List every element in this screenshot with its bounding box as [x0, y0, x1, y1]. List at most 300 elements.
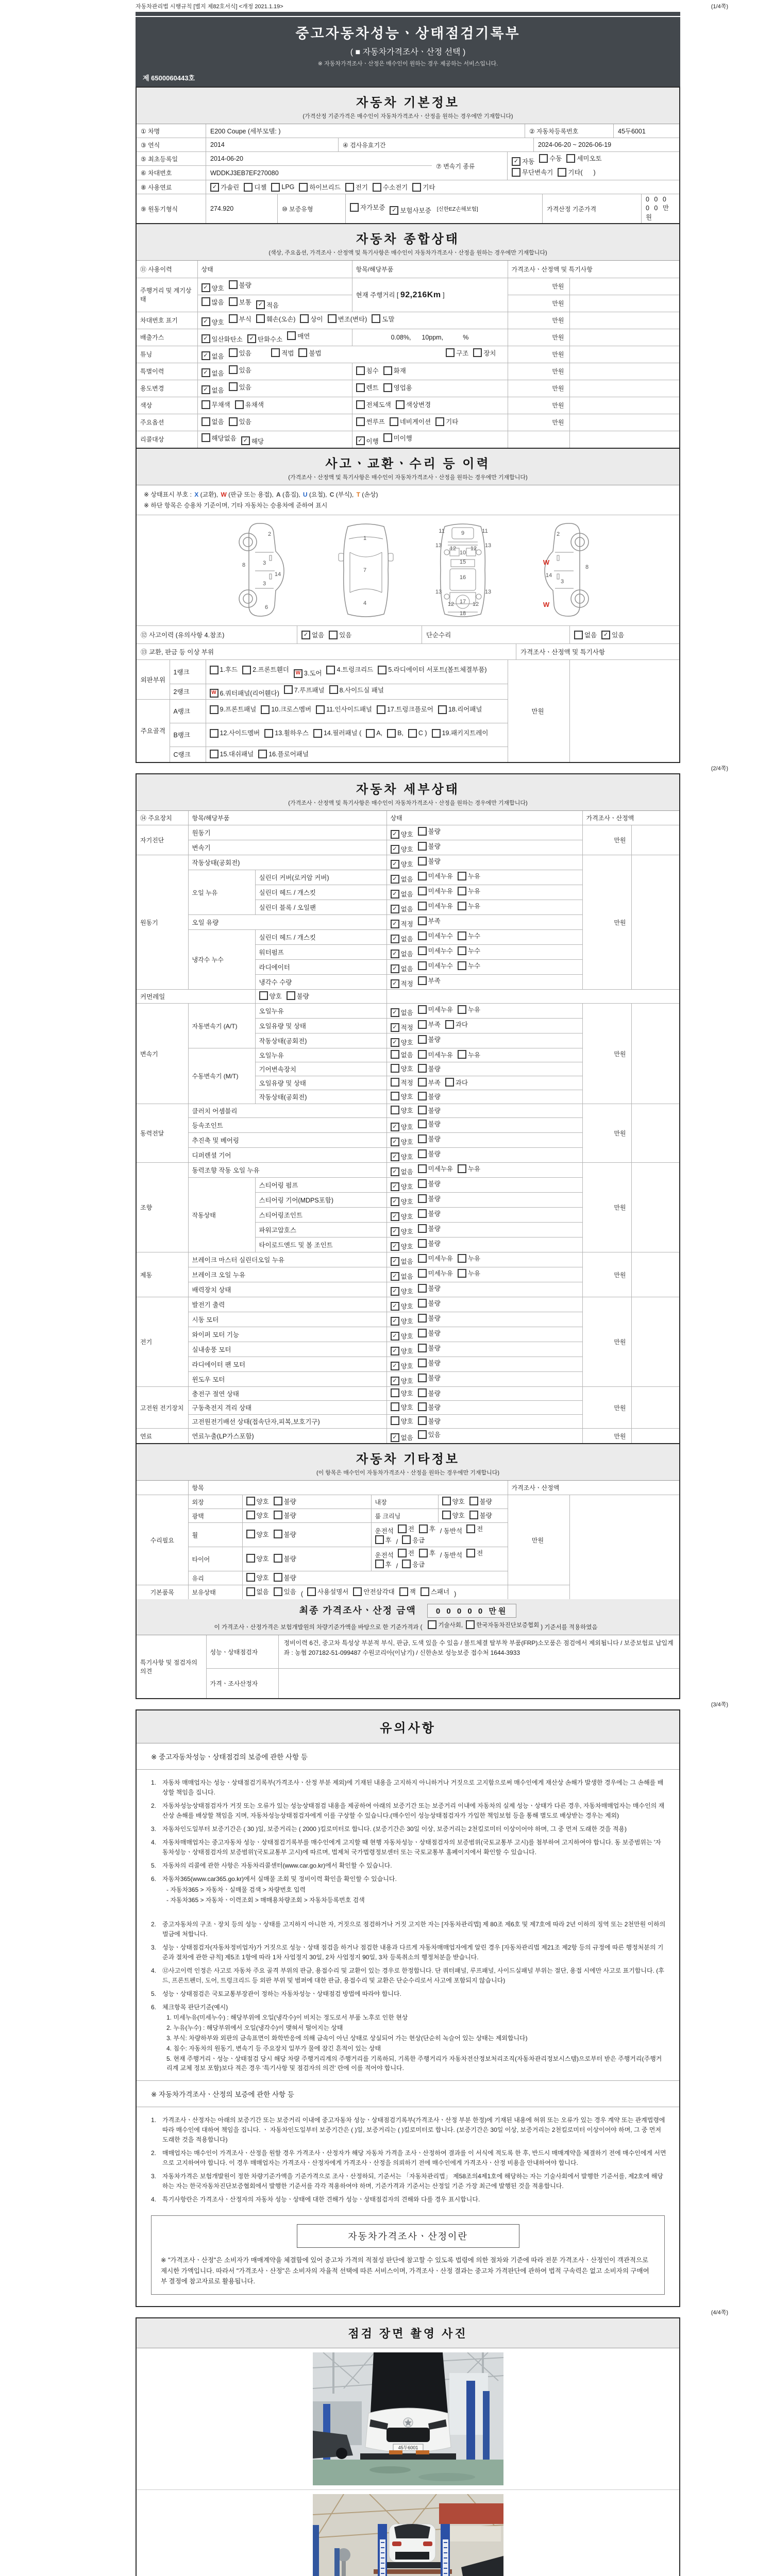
checkbox-불량[interactable]: 불량	[418, 1313, 441, 1323]
checkbox-icon[interactable]	[299, 183, 308, 192]
checkbox-한국자동차진단보증협회[interactable]: 한국자동차진단보증협회	[466, 1620, 539, 1629]
checkbox-icon[interactable]	[418, 1134, 427, 1143]
checkbox-icon[interactable]	[432, 729, 441, 738]
checkbox-icon[interactable]	[377, 705, 385, 714]
checkbox-icon[interactable]: ✓	[391, 1023, 399, 1032]
checkbox-icon[interactable]	[210, 729, 219, 738]
checkbox-없음[interactable]: ✓ 없음	[391, 949, 413, 958]
checkbox-icon[interactable]	[458, 961, 466, 970]
checkbox-icon[interactable]	[466, 1549, 475, 1557]
checkbox-양호[interactable]: 양호	[391, 1388, 413, 1398]
checkbox-없음[interactable]: 없음	[574, 630, 597, 639]
checkbox-icon[interactable]	[412, 183, 421, 192]
checkbox-적정[interactable]: 적정	[391, 1078, 413, 1087]
checkbox-양호[interactable]: ✓ 양호	[391, 1301, 413, 1311]
checkbox-icon[interactable]	[418, 1020, 427, 1029]
checkbox-전체도색[interactable]: 전체도색	[356, 400, 391, 409]
checkbox-icon[interactable]: ✓	[391, 1317, 399, 1326]
checkbox-icon[interactable]	[201, 297, 210, 306]
checkbox-icon[interactable]: ✓	[201, 351, 210, 360]
checkbox-영업용[interactable]: 영업용	[383, 383, 412, 392]
checkbox-있음[interactable]: 있음	[274, 1587, 296, 1596]
checkbox-누유[interactable]: 누유	[458, 1005, 480, 1014]
checkbox-미세누수[interactable]: 미세누수	[418, 931, 453, 940]
checkbox-icon[interactable]	[469, 1511, 478, 1519]
checkbox-icon[interactable]	[210, 705, 219, 714]
checkbox-불량[interactable]: 불량	[274, 1497, 296, 1506]
checkbox-기술사회,[interactable]: 기술사회,	[428, 1620, 463, 1629]
checkbox-있음[interactable]: ✓ 있음	[601, 630, 624, 639]
checkbox-icon[interactable]	[418, 917, 427, 925]
checkbox-icon[interactable]	[418, 1388, 427, 1397]
checkbox-하이브리드[interactable]: 하이브리드	[299, 182, 340, 192]
checkbox-누수[interactable]: 누수	[458, 946, 480, 955]
checkbox-icon[interactable]	[256, 314, 265, 323]
checkbox-icon[interactable]	[418, 1359, 427, 1367]
checkbox-장치[interactable]: 장치	[473, 348, 496, 358]
checkbox-icon[interactable]: ✓	[391, 1212, 399, 1221]
checkbox-양호[interactable]: 양호	[246, 1511, 269, 1520]
checkbox-icon[interactable]	[418, 1430, 427, 1439]
checkbox-수동[interactable]: 수동	[539, 154, 562, 163]
checkbox-icon[interactable]	[378, 666, 386, 674]
checkbox-없음[interactable]: ✓ 없음	[201, 385, 224, 395]
checkbox-양호[interactable]: 양호	[259, 991, 282, 1001]
checkbox-icon[interactable]	[210, 666, 219, 674]
checkbox-전[interactable]: 전	[398, 1548, 414, 1557]
checkbox-icon[interactable]	[391, 1092, 399, 1100]
checkbox-없음[interactable]: ✓ 없음	[391, 1433, 413, 1442]
checkbox-icon[interactable]	[418, 1224, 427, 1233]
checkbox-icon[interactable]	[284, 685, 293, 694]
checkbox-불량[interactable]: 불량	[418, 1179, 441, 1188]
checkbox-icon[interactable]	[345, 183, 354, 192]
checkbox-icon[interactable]	[574, 631, 583, 639]
checkbox-불량[interactable]: 불량	[274, 1573, 296, 1582]
checkbox-icon[interactable]	[372, 314, 380, 323]
checkbox-icon[interactable]	[329, 685, 338, 694]
checkbox-없음[interactable]: ✓ 없음	[391, 934, 413, 943]
checkbox-icon[interactable]: ✓	[512, 157, 520, 166]
checkbox-icon[interactable]	[383, 433, 392, 442]
checkbox-미세누유[interactable]: 미세누유	[418, 1005, 453, 1014]
checkbox-변조(변타)[interactable]: 변조(변타)	[328, 314, 367, 324]
checkbox-icon[interactable]	[229, 314, 238, 323]
checkbox-icon[interactable]	[246, 1573, 255, 1582]
checkbox-불량[interactable]: 불량	[418, 1343, 441, 1352]
checkbox-icon[interactable]	[418, 1106, 427, 1114]
checkbox-미세누유[interactable]: 미세누유	[418, 1253, 453, 1263]
checkbox-icon[interactable]	[473, 348, 482, 357]
checkbox-양호[interactable]: ✓ 양호	[391, 1212, 413, 1221]
checkbox-양호[interactable]: ✓ 양호	[391, 1227, 413, 1236]
checkbox-icon[interactable]	[418, 931, 427, 940]
checkbox-불량[interactable]: 불량	[418, 1119, 441, 1128]
checkbox-icon[interactable]: ✓	[247, 334, 256, 343]
checkbox-양호[interactable]: 양호	[246, 1497, 269, 1506]
checkbox-2.프론트휀더[interactable]: 2.프론트휀더	[242, 664, 289, 676]
checkbox-icon[interactable]	[356, 366, 365, 375]
checkbox-B,[interactable]: B,	[387, 727, 404, 740]
checkbox-18.리어패널[interactable]: 18.리어패널	[438, 703, 482, 716]
checkbox-불량[interactable]: 불량	[469, 1497, 492, 1506]
checkbox-icon[interactable]	[383, 366, 392, 375]
checkbox-적정[interactable]: ✓ 적정	[391, 1023, 413, 1032]
checkbox-해당[interactable]: ✓ 해당	[241, 436, 264, 446]
checkbox-양호[interactable]: ✓ 양호	[391, 1242, 413, 1251]
checkbox-icon[interactable]	[366, 729, 375, 738]
checkbox-icon[interactable]	[418, 872, 427, 880]
checkbox-icon[interactable]	[418, 1239, 427, 1248]
checkbox-기타[interactable]: 기타	[412, 182, 435, 192]
checkbox-icon[interactable]	[558, 168, 566, 177]
checkbox-icon[interactable]	[458, 1050, 466, 1059]
checkbox-13.휠하우스[interactable]: 13.휠하우스	[264, 727, 309, 740]
checkbox-icon[interactable]: ✓	[201, 334, 210, 343]
checkbox-icon[interactable]	[418, 1064, 427, 1073]
checkbox-icon[interactable]	[418, 1209, 427, 1218]
checkbox-있음[interactable]: 있음	[329, 630, 351, 639]
checkbox-icon[interactable]	[246, 1587, 255, 1596]
checkbox-icon[interactable]	[229, 348, 238, 357]
checkbox-icon[interactable]: ✓	[391, 964, 399, 973]
checkbox-적정[interactable]: ✓ 적정	[391, 919, 413, 928]
checkbox-icon[interactable]: ✓	[391, 1242, 399, 1251]
checkbox-icon[interactable]	[229, 382, 238, 391]
checkbox-icon[interactable]	[391, 1106, 399, 1114]
checkbox-양호[interactable]: ✓ 양호	[391, 1361, 413, 1370]
checkbox-icon[interactable]: ✓	[201, 283, 210, 292]
checkbox-icon[interactable]: ✓	[391, 1287, 399, 1296]
checkbox-있음[interactable]: 있음	[229, 365, 251, 375]
checkbox-불량[interactable]: 불량	[274, 1554, 296, 1563]
checkbox-icon[interactable]	[264, 729, 273, 738]
checkbox-icon[interactable]	[442, 1511, 451, 1519]
checkbox-많음[interactable]: 많음	[201, 297, 224, 307]
checkbox-부족[interactable]: 부족	[418, 916, 441, 925]
checkbox-탄화수소[interactable]: ✓ 탄화수소	[247, 334, 282, 344]
checkbox-icon[interactable]: ✓	[391, 1038, 399, 1047]
checkbox-후[interactable]: 후	[419, 1548, 435, 1557]
checkbox-3.도어[interactable]: W 3.도어	[294, 667, 322, 680]
checkbox-불량[interactable]: 불량	[418, 1149, 441, 1158]
checkbox-누유[interactable]: 누유	[458, 901, 480, 910]
checkbox-불량[interactable]: 불량	[418, 1134, 441, 1143]
checkbox-불량[interactable]: 불량	[418, 1283, 441, 1293]
checkbox-있음[interactable]: 있음	[229, 348, 251, 358]
checkbox-icon[interactable]	[287, 991, 295, 1000]
checkbox-icon[interactable]	[418, 1035, 427, 1044]
checkbox-icon[interactable]	[259, 991, 268, 1000]
checkbox-icon[interactable]	[229, 417, 238, 426]
checkbox-응급[interactable]: 응급	[402, 1560, 425, 1569]
checkbox-icon[interactable]: ✓	[391, 1302, 399, 1311]
checkbox-icon[interactable]	[356, 417, 365, 426]
checkbox-icon[interactable]: ✓	[391, 845, 399, 854]
checkbox-없음[interactable]: ✓ 없음	[391, 904, 413, 913]
checkbox-미세누유[interactable]: 미세누유	[418, 1050, 453, 1059]
checkbox-icon[interactable]	[418, 1164, 427, 1173]
checkbox-icon[interactable]	[274, 1587, 282, 1596]
checkbox-icon[interactable]	[418, 1120, 427, 1128]
checkbox-icon[interactable]	[246, 1511, 255, 1519]
checkbox-icon[interactable]	[418, 1314, 427, 1323]
checkbox-네비게이션[interactable]: 네비게이션	[390, 417, 431, 426]
checkbox-icon[interactable]	[229, 297, 238, 306]
checkbox-훼손(오손)[interactable]: 훼손(오손)	[256, 314, 296, 324]
checkbox-보통[interactable]: 보통	[229, 297, 251, 307]
checkbox-icon[interactable]: ✓	[241, 436, 250, 445]
checkbox-17.트렁크플로어[interactable]: 17.트렁크플로어	[377, 703, 433, 716]
checkbox-양호[interactable]: ✓ 양호	[391, 1197, 413, 1206]
checkbox-15.대쉬패널[interactable]: 15.대쉬패널	[210, 749, 254, 758]
checkbox-16.플로어패널[interactable]: 16.플로어패널	[258, 749, 309, 758]
checkbox-1.후드[interactable]: 1.후드	[210, 664, 238, 676]
checkbox-icon[interactable]	[391, 1402, 399, 1411]
checkbox-미세누수[interactable]: 미세누수	[418, 946, 453, 955]
checkbox-icon[interactable]: ✓	[201, 385, 210, 394]
checkbox-수소전기[interactable]: 수소전기	[373, 182, 408, 192]
checkbox-양호[interactable]: ✓ 양호	[391, 1152, 413, 1161]
checkbox-icon[interactable]	[418, 1149, 427, 1158]
checkbox-후[interactable]: 후	[419, 1524, 435, 1533]
checkbox-icon[interactable]	[418, 1329, 427, 1337]
checkbox-icon[interactable]	[418, 1269, 427, 1278]
checkbox-후[interactable]: 후	[375, 1535, 392, 1545]
checkbox-미세누유[interactable]: 미세누유	[418, 901, 453, 910]
checkbox-부족[interactable]: 부족	[418, 976, 441, 985]
checkbox-스패너[interactable]: 스패너	[421, 1587, 449, 1596]
checkbox-icon[interactable]	[274, 1573, 282, 1582]
checkbox-icon[interactable]	[274, 1554, 282, 1563]
checkbox-양호[interactable]: ✓ 양호	[391, 1122, 413, 1131]
checkbox-icon[interactable]: ✓	[391, 1377, 399, 1385]
checkbox-불량[interactable]: 불량	[418, 826, 441, 836]
checkbox-양호[interactable]: ✓ 양호	[391, 1137, 413, 1146]
checkbox-icon[interactable]	[375, 1535, 384, 1544]
checkbox-불량[interactable]: 불량	[418, 1106, 441, 1115]
checkbox-양호[interactable]: 양호	[391, 1402, 413, 1412]
checkbox-양호[interactable]: ✓ 양호	[391, 859, 413, 869]
checkbox-없음[interactable]: ✓ 없음	[201, 368, 224, 378]
checkbox-icon[interactable]: ✓	[391, 1347, 399, 1355]
checkbox-없음[interactable]: ✓ 없음	[391, 1008, 413, 1017]
checkbox-미세누유[interactable]: 미세누유	[418, 1268, 453, 1278]
checkbox-icon[interactable]	[242, 666, 251, 674]
checkbox-양호[interactable]: 양호	[442, 1511, 465, 1520]
checkbox-없음[interactable]: 없음	[246, 1587, 269, 1596]
checkbox-icon[interactable]	[445, 1020, 454, 1029]
checkbox-불량[interactable]: 불량	[418, 1064, 441, 1073]
checkbox-없음[interactable]: ✓ 없음	[391, 1167, 413, 1176]
checkbox-icon[interactable]	[445, 1078, 454, 1087]
checkbox-양호[interactable]: ✓ 양호	[391, 1182, 413, 1191]
checkbox-icon[interactable]	[466, 1620, 475, 1629]
checkbox-일산화탄소[interactable]: ✓ 일산화탄소	[201, 334, 243, 344]
checkbox-미세누유[interactable]: 미세누유	[418, 886, 453, 895]
checkbox-이행[interactable]: ✓ 이행	[356, 436, 379, 446]
checkbox-불량[interactable]: 불량	[274, 1511, 296, 1520]
checkbox-icon[interactable]	[418, 1050, 427, 1059]
checkbox-없음[interactable]: ✓ 없음	[301, 630, 324, 639]
checkbox-icon[interactable]	[258, 750, 267, 758]
checkbox-icon[interactable]	[300, 314, 309, 323]
checkbox-적법[interactable]: 적법	[271, 348, 294, 358]
checkbox-해당없음[interactable]: 해당없음	[201, 433, 237, 443]
checkbox-icon[interactable]	[398, 1549, 407, 1557]
checkbox-icon[interactable]	[418, 1344, 427, 1352]
checkbox-icon[interactable]: ✓	[391, 1138, 399, 1146]
checkbox-icon[interactable]	[287, 331, 296, 340]
checkbox-icon[interactable]	[438, 705, 447, 714]
checkbox-19.패키지트레이[interactable]: 19.패키지트레이	[432, 727, 489, 740]
checkbox-icon[interactable]	[458, 887, 466, 895]
checkbox-icon[interactable]	[398, 1524, 407, 1533]
checkbox-과다[interactable]: 과다	[445, 1078, 468, 1087]
checkbox-부족[interactable]: 부족	[418, 1020, 441, 1029]
checkbox-적정[interactable]: ✓ 적정	[391, 979, 413, 988]
checkbox-icon[interactable]	[418, 1179, 427, 1188]
checkbox-icon[interactable]: ✓	[601, 631, 610, 639]
checkbox-응급[interactable]: 응급	[402, 1535, 425, 1545]
checkbox-icon[interactable]	[418, 976, 427, 985]
checkbox-icon[interactable]	[396, 400, 405, 409]
checkbox-양호[interactable]: 양호	[391, 1092, 413, 1101]
checkbox-icon[interactable]	[421, 1587, 429, 1596]
checkbox-icon[interactable]	[274, 1511, 282, 1519]
checkbox-icon[interactable]	[298, 348, 307, 357]
checkbox-미이행[interactable]: 미이행	[383, 433, 412, 443]
checkbox-icon[interactable]: ✓	[391, 1227, 399, 1236]
checkbox-icon[interactable]	[383, 383, 392, 392]
checkbox-icon[interactable]: ✓	[391, 1433, 399, 1442]
checkbox-icon[interactable]	[271, 183, 280, 192]
checkbox-10.크로스멤버[interactable]: 10.크로스멤버	[261, 703, 311, 716]
checkbox-icon[interactable]: ✓	[391, 935, 399, 943]
checkbox-icon[interactable]	[261, 705, 270, 714]
checkbox-icon[interactable]: ✓	[391, 1008, 399, 1017]
checkbox-누수[interactable]: 누수	[458, 961, 480, 970]
checkbox-icon[interactable]: ✓	[391, 1197, 399, 1206]
checkbox-icon[interactable]	[458, 902, 466, 910]
checkbox-icon[interactable]	[458, 1005, 466, 1014]
checkbox-과다[interactable]: 과다	[445, 1020, 468, 1029]
checkbox-icon[interactable]	[391, 1050, 399, 1059]
checkbox-불량[interactable]: 불량	[418, 1298, 441, 1308]
checkbox-icon[interactable]: ✓	[391, 920, 399, 928]
checkbox-icon[interactable]	[316, 705, 325, 714]
checkbox-icon[interactable]	[435, 417, 444, 426]
checkbox-있음[interactable]: 있음	[418, 1430, 441, 1439]
checkbox-양호[interactable]: 양호	[442, 1497, 465, 1506]
checkbox-icon[interactable]	[326, 666, 335, 674]
checkbox-icon[interactable]	[350, 203, 359, 212]
checkbox-사용설명서[interactable]: 사용설명서	[307, 1587, 348, 1596]
checkbox-누유[interactable]: 누유	[458, 1268, 480, 1278]
checkbox-icon[interactable]: ✓	[391, 1182, 399, 1191]
checkbox-icon[interactable]	[458, 1254, 466, 1263]
checkbox-icon[interactable]	[373, 183, 381, 192]
checkbox-icon[interactable]: ✓	[391, 1167, 399, 1176]
checkbox-icon[interactable]	[375, 1560, 384, 1568]
checkbox-렌트[interactable]: 렌트	[356, 383, 379, 392]
checkbox-후[interactable]: 후	[375, 1560, 392, 1569]
checkbox-세미오토[interactable]: 세미오토	[566, 154, 601, 163]
checkbox-icon[interactable]	[244, 183, 253, 192]
checkbox-양호[interactable]: 양호	[391, 1064, 413, 1073]
checkbox-icon[interactable]	[458, 946, 466, 955]
checkbox-불량[interactable]: 불량	[418, 1328, 441, 1337]
checkbox-icon[interactable]	[418, 857, 427, 866]
checkbox-icon[interactable]	[418, 1284, 427, 1293]
checkbox-icon[interactable]	[512, 168, 520, 177]
checkbox-불량[interactable]: 불량	[418, 1239, 441, 1248]
checkbox-icon[interactable]	[402, 1560, 411, 1568]
checkbox-불법[interactable]: 불법	[298, 348, 321, 358]
checkbox-icon[interactable]	[418, 961, 427, 970]
checkbox-5.라디에이터 서포트(볼트체결부품)[interactable]: 5.라디에이터 서포트(볼트체결부품)	[378, 664, 486, 676]
checkbox-icon[interactable]	[428, 1620, 436, 1629]
checkbox-없음[interactable]: ✓ 없음	[201, 351, 224, 361]
checkbox-icon[interactable]	[246, 1497, 255, 1505]
checkbox-자동[interactable]: ✓ 자동	[512, 157, 534, 166]
checkbox-없음[interactable]: 없음	[201, 417, 224, 426]
checkbox-불량[interactable]: 불량	[418, 1194, 441, 1203]
checkbox-6.쿼터패널(리어휀다)[interactable]: W 6.쿼터패널(리어휀다)	[210, 688, 279, 698]
checkbox-icon[interactable]	[419, 1549, 428, 1557]
checkbox-9.프론트패널[interactable]: 9.프론트패널	[210, 703, 257, 716]
checkbox-양호[interactable]: ✓ 양호	[201, 317, 224, 327]
checkbox-icon[interactable]	[419, 1524, 428, 1533]
checkbox-icon[interactable]	[539, 154, 548, 163]
checkbox-icon[interactable]	[418, 946, 427, 955]
checkbox-icon[interactable]: ✓	[391, 1123, 399, 1131]
checkbox-icon[interactable]: ✓	[391, 950, 399, 958]
checkbox-12.사이드멤버[interactable]: 12.사이드멤버	[210, 727, 260, 740]
checkbox-전[interactable]: 전	[398, 1524, 414, 1533]
checkbox-가솔린[interactable]: ✓ 가솔린	[210, 182, 239, 192]
checkbox-icon[interactable]: ✓	[256, 300, 265, 309]
checkbox-icon[interactable]	[246, 1530, 255, 1538]
checkbox-icon[interactable]	[469, 1497, 478, 1505]
checkbox-양호[interactable]: ✓ 양호	[391, 1331, 413, 1341]
checkbox-침수[interactable]: 침수	[356, 366, 379, 375]
checkbox-기타[interactable]: 기타	[435, 417, 458, 426]
checkbox-icon[interactable]	[442, 1497, 451, 1505]
checkbox-잭[interactable]: 잭	[399, 1587, 416, 1596]
checkbox-icon[interactable]	[466, 1524, 475, 1533]
checkbox-icon[interactable]	[210, 750, 219, 758]
checkbox-icon[interactable]	[418, 1005, 427, 1014]
checkbox-icon[interactable]	[418, 842, 427, 851]
checkbox-불량[interactable]: 불량	[418, 1373, 441, 1382]
checkbox-icon[interactable]	[418, 887, 427, 895]
checkbox-C )[interactable]: C )	[408, 727, 427, 740]
checkbox-화재[interactable]: 화재	[383, 366, 406, 375]
checkbox-누수[interactable]: 누수	[458, 931, 480, 940]
checkbox-icon[interactable]: ✓	[391, 1153, 399, 1161]
checkbox-icon[interactable]	[329, 631, 338, 639]
checkbox-안전삼각대[interactable]: 안전삼각대	[353, 1587, 394, 1596]
checkbox-icon[interactable]: ✓	[391, 875, 399, 884]
checkbox-있음[interactable]: 있음	[229, 417, 251, 426]
checkbox-icon[interactable]: ✓	[201, 317, 210, 326]
checkbox-없음[interactable]: 없음	[391, 1050, 413, 1059]
checkbox-icon[interactable]: ✓	[391, 830, 399, 839]
checkbox-icon[interactable]	[418, 1299, 427, 1308]
checkbox-상이[interactable]: 상이	[300, 314, 323, 324]
checkbox-icon[interactable]	[418, 1092, 427, 1100]
